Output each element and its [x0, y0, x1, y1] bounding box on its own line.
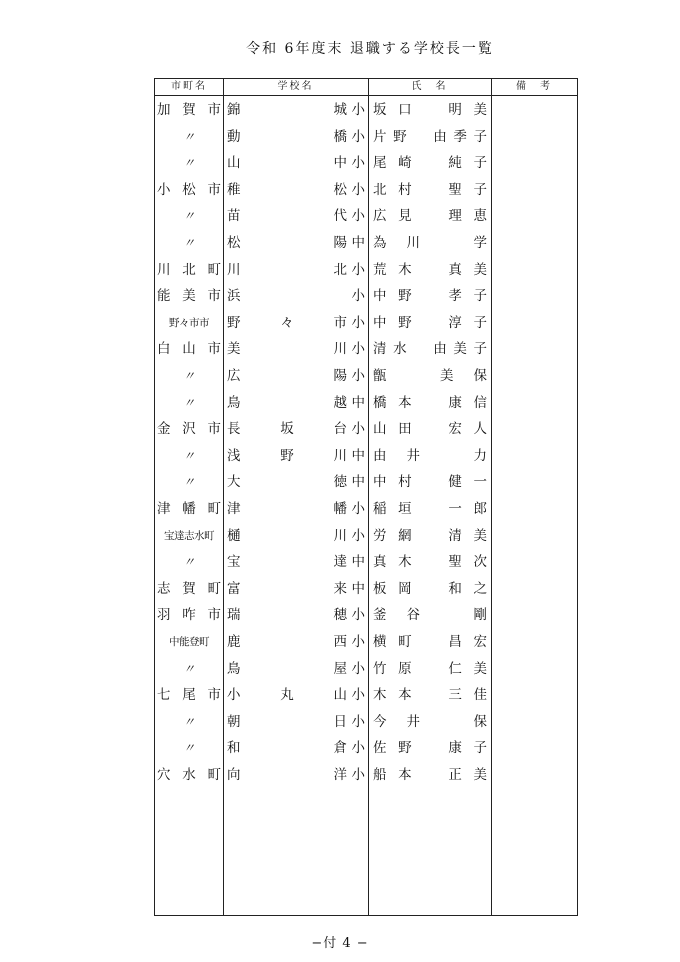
- page-title: 令和 6年度末 退職する学校長一覧: [246, 41, 494, 57]
- city-cell: 〃: [182, 661, 195, 676]
- city-cell: 〃: [182, 448, 195, 463]
- city-cell: 〃: [182, 741, 195, 756]
- school-level-cell: 小: [351, 208, 365, 225]
- school-cell: 樋川: [227, 527, 347, 544]
- school-level-cell: 中: [351, 447, 365, 464]
- school-level-cell: 小: [351, 660, 365, 677]
- school-cell: 瑞穂: [227, 607, 347, 624]
- principal-name-cell: 荒木 真美: [373, 261, 487, 278]
- school-cell: 和倉: [227, 740, 347, 757]
- school-level-cell: 小: [351, 501, 365, 517]
- city-cell: 〃: [182, 156, 195, 171]
- table-row: [155, 283, 577, 309]
- city-cell: 七尾市: [157, 687, 221, 704]
- principal-name-cell: 由井 力: [373, 447, 487, 464]
- table-row: [155, 310, 577, 336]
- table-row: [155, 230, 577, 256]
- school-level-cell: 中: [351, 554, 365, 571]
- school-cell: 鳥越: [227, 394, 347, 411]
- principal-name-cell: 北村 聖子: [373, 181, 487, 198]
- principal-name-cell: 坂口 明美: [373, 102, 487, 118]
- city-cell: 小松市: [157, 181, 221, 198]
- school-cell: 美川: [227, 341, 347, 358]
- school-cell: 津幡: [227, 501, 347, 517]
- table-row: [155, 656, 577, 682]
- school-cell: 苗代: [227, 208, 347, 225]
- school-level-cell: 小: [351, 341, 365, 358]
- table-row: [155, 150, 577, 176]
- school-cell: 稚松: [227, 181, 347, 198]
- city-cell: 〃: [182, 209, 195, 224]
- school-cell: 長坂台: [227, 421, 347, 438]
- school-level-cell: 小: [351, 607, 365, 624]
- school-level-cell: 小: [351, 261, 365, 278]
- principal-name-cell: 中野 淳子: [373, 314, 487, 331]
- city-cell: 〃: [182, 369, 195, 383]
- city-cell: 穴水町: [157, 767, 221, 783]
- school-level-cell: 小: [351, 368, 365, 384]
- principal-name-cell: 労網 清美: [373, 527, 487, 544]
- school-cell: 浜: [227, 288, 241, 305]
- school-level-cell: 中: [351, 394, 365, 411]
- city-cell: 中能登町: [169, 636, 209, 648]
- header-city: 市町名: [171, 81, 207, 92]
- principal-name-cell: 板岡 和之: [373, 580, 487, 597]
- principal-name-cell: 広見 理恵: [373, 208, 487, 225]
- city-cell: 加賀市: [157, 102, 221, 118]
- header-school: 学校名: [277, 81, 314, 92]
- school-cell: 野々市: [227, 314, 347, 331]
- school-level-cell: 小: [351, 527, 365, 544]
- principal-name-cell: 尾崎 純子: [373, 155, 487, 172]
- school-level-cell: 中: [351, 580, 365, 597]
- principal-name-cell: 横町 昌宏: [373, 634, 487, 650]
- school-level-cell: 小: [351, 128, 365, 145]
- school-cell: 広陽: [227, 368, 347, 384]
- school-level-cell: 小: [351, 740, 365, 757]
- school-level-cell: 中: [351, 235, 365, 251]
- school-level-cell: 小: [351, 288, 365, 305]
- city-cell: 野々市市: [169, 316, 209, 329]
- table-row: [155, 416, 577, 442]
- principal-name-cell: 稲垣 一郎: [373, 501, 487, 517]
- table-row: [155, 97, 577, 123]
- principal-name-cell: 橋本 康信: [373, 394, 487, 411]
- table-row: [155, 576, 577, 602]
- school-cell: 鹿西: [227, 634, 347, 650]
- school-cell: 錦城: [227, 102, 347, 118]
- school-cell: 松陽: [227, 235, 347, 251]
- principal-name-cell: 釜谷 剛: [373, 607, 487, 624]
- principal-name-cell: 中野 孝子: [373, 288, 487, 305]
- school-level-cell: 小: [351, 314, 365, 331]
- school-cell: 宝達: [227, 554, 347, 571]
- city-cell: 宝達志水町: [164, 529, 214, 542]
- table-row: [155, 709, 577, 735]
- principal-name-cell: 山田 宏人: [373, 421, 487, 438]
- school-cell: 大徳: [227, 474, 347, 491]
- school-level-cell: 小: [351, 687, 365, 704]
- table-row: [155, 203, 577, 229]
- city-cell: 金沢市: [157, 421, 221, 438]
- city-cell: 〃: [182, 395, 195, 410]
- principal-name-cell: 竹原 仁美: [373, 660, 487, 677]
- page-number: −付 4 −: [311, 936, 369, 951]
- table-row: [155, 443, 577, 469]
- table-row: [155, 363, 577, 389]
- city-cell: 〃: [182, 236, 195, 250]
- header-name: 氏 名: [411, 81, 448, 92]
- city-cell: 白山市: [157, 341, 221, 358]
- city-cell: 〃: [182, 129, 195, 144]
- school-level-cell: 小: [351, 181, 365, 198]
- table-row: [155, 257, 577, 283]
- principal-name-cell: 佐野 康子: [373, 740, 487, 757]
- principal-name-cell: 片野 由季子: [373, 128, 487, 145]
- table-row: [155, 336, 577, 362]
- table-row: [155, 523, 577, 549]
- school-level-cell: 小: [351, 767, 365, 783]
- city-cell: 川北町: [157, 261, 221, 278]
- school-cell: 朝日: [227, 713, 347, 730]
- table-row: [155, 602, 577, 628]
- principal-name-cell: 木本 三佳: [373, 687, 487, 704]
- city-cell: 〃: [182, 475, 195, 490]
- principal-table: [154, 78, 578, 916]
- principal-name-cell: 今井 保: [373, 713, 487, 730]
- school-cell: 向洋: [227, 767, 347, 783]
- table-row: [155, 124, 577, 150]
- school-cell: 小丸山: [227, 687, 347, 704]
- header-remarks: 備 考: [516, 81, 552, 92]
- school-cell: 動橋: [227, 128, 347, 145]
- city-cell: 〃: [182, 555, 195, 570]
- table-row: [155, 682, 577, 708]
- principal-name-cell: 中村 健一: [373, 474, 487, 491]
- school-level-cell: 小: [351, 713, 365, 730]
- table-row: [155, 177, 577, 203]
- table-header: [155, 79, 577, 96]
- table-row: [155, 549, 577, 575]
- school-level-cell: 小: [351, 155, 365, 172]
- school-cell: 浅野川: [227, 447, 347, 464]
- school-cell: 川北: [227, 261, 347, 278]
- school-level-cell: 小: [351, 102, 365, 118]
- principal-name-cell: 船本 正美: [373, 767, 487, 783]
- principal-name-cell: 甑 美保: [373, 368, 487, 384]
- table-row: [155, 469, 577, 495]
- school-level-cell: 小: [351, 634, 365, 650]
- city-cell: 津幡町: [157, 501, 221, 517]
- table-row: [155, 762, 577, 788]
- school-cell: 富来: [227, 580, 347, 597]
- principal-name-cell: 為川 学: [373, 235, 487, 251]
- city-cell: 志賀町: [157, 580, 221, 597]
- principal-name-cell: 真木 聖次: [373, 554, 487, 571]
- school-level-cell: 小: [351, 421, 365, 438]
- table-row: [155, 496, 577, 522]
- school-cell: 山中: [227, 155, 347, 172]
- city-cell: 能美市: [157, 288, 221, 305]
- school-level-cell: 中: [351, 474, 365, 491]
- school-cell: 鳥屋: [227, 660, 347, 677]
- principal-name-cell: 清水 由美子: [373, 341, 487, 358]
- city-cell: 羽咋市: [157, 607, 221, 624]
- table-row: [155, 735, 577, 761]
- table-row: [155, 629, 577, 655]
- table-row: [155, 390, 577, 416]
- city-cell: 〃: [182, 714, 195, 729]
